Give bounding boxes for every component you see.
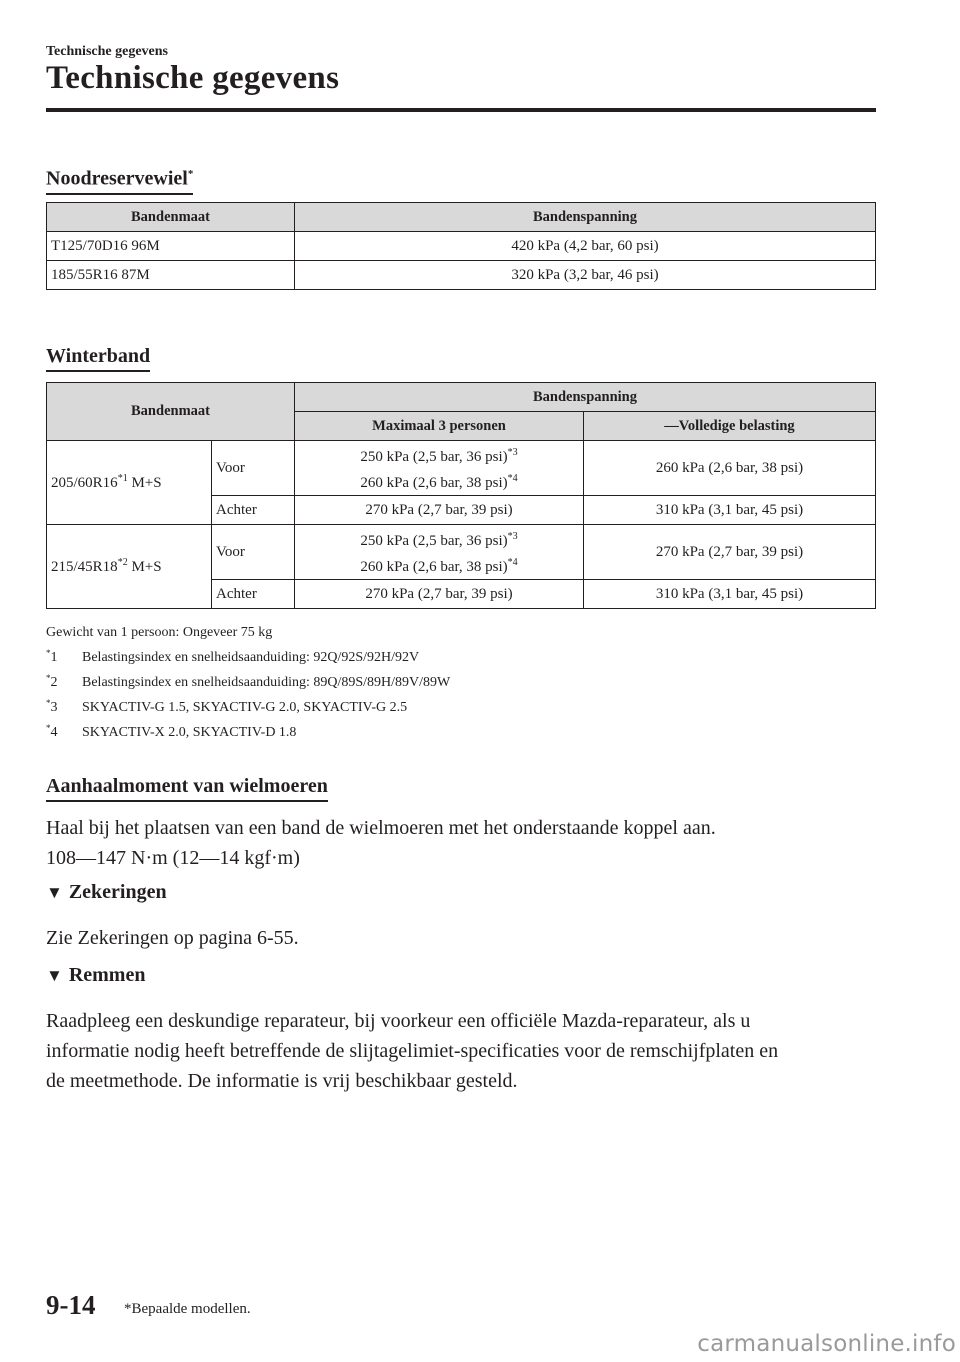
footnote-mark: *3 xyxy=(507,531,518,542)
cell-position: Achter xyxy=(212,580,295,609)
cell-size: T125/70D16 96M xyxy=(47,232,295,261)
table-row xyxy=(47,525,876,580)
models-footnote: *Bepaalde modellen. xyxy=(124,1301,251,1317)
weight-note: Gewicht van 1 persoon: Ongeveer 75 kg xyxy=(46,625,273,640)
brakes-heading: ▼ Remmen xyxy=(46,964,146,986)
cell-pressure: 320 kPa (3,2 bar, 46 psi) xyxy=(295,261,876,290)
col-header-pressure: Bandenspanning xyxy=(295,383,876,412)
col-header-pressure: Bandenspanning xyxy=(295,203,876,232)
cell-position: Voor xyxy=(212,441,295,496)
footnote-mark: *4 xyxy=(507,557,518,568)
triangle-down-icon: ▼ xyxy=(46,883,63,902)
cell-max3: 270 kPa (2,7 bar, 39 psi) xyxy=(295,580,584,609)
table-header-row xyxy=(47,383,876,412)
table-header-row xyxy=(47,203,876,232)
table-row xyxy=(47,261,876,290)
torque-text: Haal bij het plaatsen van een band de wielmoeren met het onderstaande koppel aan. 108―147 N·m (12―14 kgf·m) xyxy=(46,817,716,869)
cell-position: Achter xyxy=(212,496,295,525)
winter-tyre-heading: Winterband xyxy=(46,344,150,372)
cell-full: 270 kPa (2,7 bar, 39 psi) xyxy=(584,525,876,580)
fuses-heading: ▼ Zekeringen xyxy=(46,881,167,903)
page-number: 9-14 xyxy=(46,1290,96,1320)
cell-max3: 250 kPa (2,5 bar, 36 psi)$^{*3}$ 260 kPa (2,6 bar, 38 psi)$^{*4}$ xyxy=(295,441,584,496)
watermark: carmanualsonline.info xyxy=(697,1331,956,1357)
col-header-full: ―Volledige belasting xyxy=(584,412,876,441)
cell-full: 310 kPa (3,1 bar, 45 psi) xyxy=(584,580,876,609)
footnote-mark: *4 xyxy=(507,473,518,484)
cell-size: 215/45R18$^{*2}$ M+S xyxy=(47,525,212,609)
cell-pressure: 420 kPa (4,2 bar, 60 psi) xyxy=(295,232,876,261)
footnote-mark: *3 xyxy=(507,447,518,458)
footnote-mark: *1 xyxy=(117,473,128,484)
cell-max3: 250 kPa (2,5 bar, 36 psi)$^{*3}$ 260 kPa (2,6 bar, 38 psi)$^{*4}$ xyxy=(295,525,584,580)
footnotes xyxy=(46,622,450,743)
table-row xyxy=(47,441,876,496)
footnote-mark: *2 xyxy=(117,557,128,568)
winter-tyre-table xyxy=(46,382,876,609)
cell-full: 260 kPa (2,6 bar, 38 psi) xyxy=(584,441,876,496)
spare-wheel-table xyxy=(46,202,876,290)
footnote-item: *1 Belastingsindex en snelheidsaanduiding: 92Q/92S/92H/92V xyxy=(46,648,420,665)
cell-size: 185/55R16 87M xyxy=(47,261,295,290)
heading-asterisk: * xyxy=(187,168,194,180)
footnote-item: *3 SKYACTIV-G 1.5, SKYACTIV-G 2.0, SKYACTIV-G 2.5 xyxy=(46,698,408,715)
fuses-text: Zie Zekeringen op pagina 6-55. xyxy=(46,927,299,949)
cell-full: 310 kPa (3,1 bar, 45 psi) xyxy=(584,496,876,525)
cell-max3: 270 kPa (2,7 bar, 39 psi) xyxy=(295,496,584,525)
spare-wheel-heading: Noodreservewiel* xyxy=(46,162,193,195)
cell-size: 205/60R16$^{*1}$ M+S xyxy=(47,441,212,525)
brakes-text: Raadpleeg een deskundige reparateur, bij voorkeur een officiële Mazda-reparateur, als u informatie nodig heeft betreffende de slijtagelimiet-specificaties voor de remschijfplaten en de meetmethode. De informatie is vrij beschikbaar gesteld. xyxy=(46,1010,779,1092)
cell-position: Voor xyxy=(212,525,295,580)
footnote-item: *2 Belastingsindex en snelheidsaanduiding: 89Q/89S/89H/89V/89W xyxy=(46,673,451,690)
table-row xyxy=(47,232,876,261)
footnote-item: *4 SKYACTIV-X 2.0, SKYACTIV-D 1.8 xyxy=(46,723,297,740)
col-header-max3: Maximaal 3 personen xyxy=(295,412,584,441)
col-header-size: Bandenmaat xyxy=(47,383,295,441)
page-title: Technische gegevens xyxy=(46,60,340,96)
triangle-down-icon: ▼ xyxy=(46,966,63,985)
torque-heading: Aanhaalmoment van wielmoeren xyxy=(46,774,328,802)
running-header: Technische gegevens xyxy=(46,44,168,59)
col-header-size: Bandenmaat xyxy=(47,203,295,232)
title-rule xyxy=(46,108,876,112)
